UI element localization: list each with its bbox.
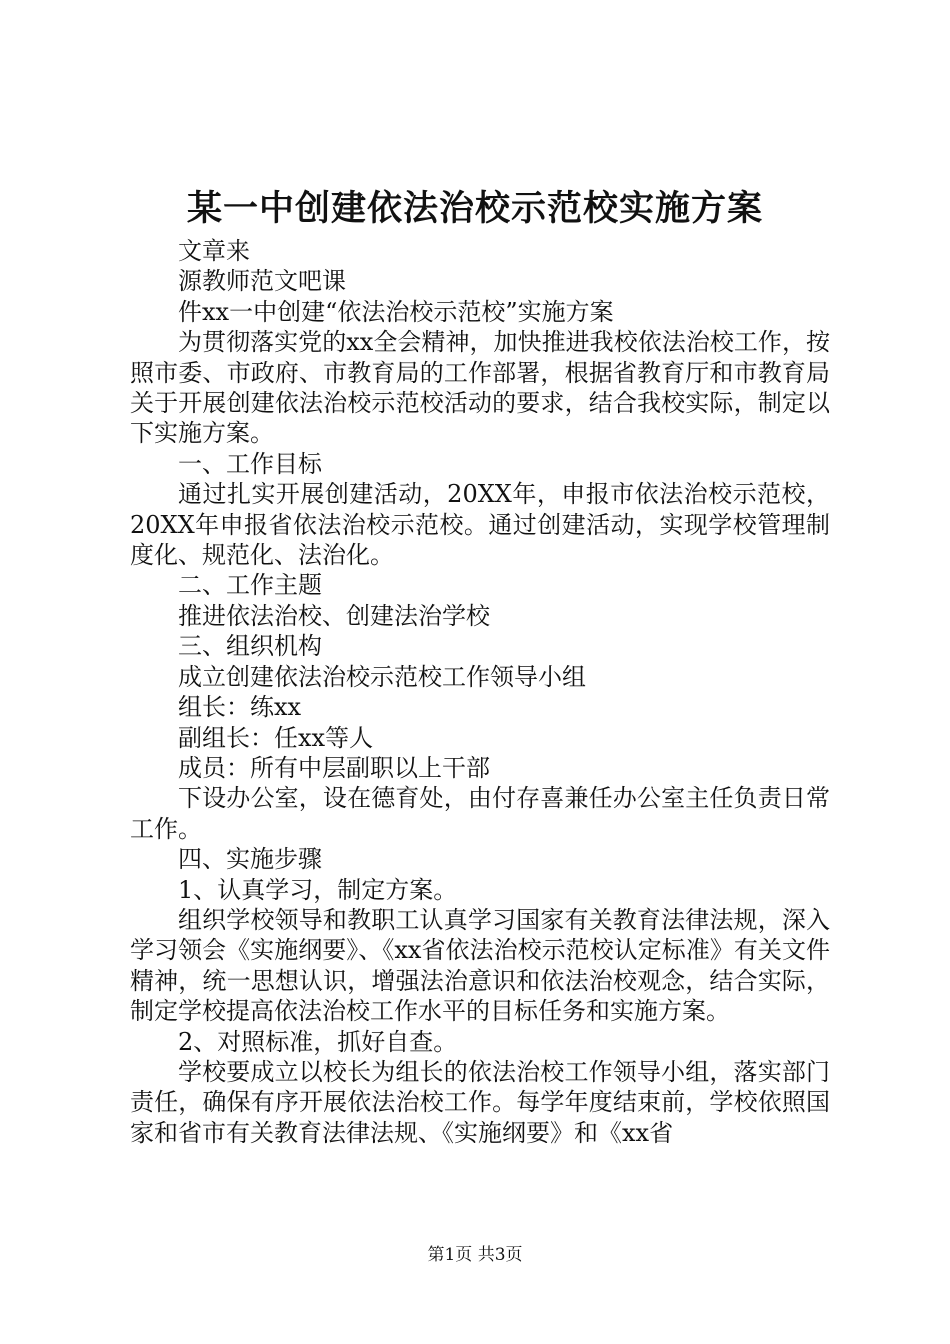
paragraph: 件xx一中创建“依法治校示范校”实施方案	[178, 297, 614, 326]
paragraph: 成员：所有中层副职以上干部	[178, 753, 490, 782]
paragraph: 组长：练xx	[178, 693, 302, 722]
paragraph: 成立创建依法治校示范校工作领导小组	[178, 662, 586, 691]
section-heading: 二、工作主题	[178, 571, 322, 600]
document-body	[130, 236, 830, 1148]
paragraph: 学校要成立以校长为组长的依法治校工作领导小组，落实部门责任，确保有序开展依法治校工作。每学年度结束前，学校依照国家和省市有关教育法律法规、《实施纲要》和《xx省	[130, 1057, 830, 1147]
section-heading: 一、工作目标	[178, 449, 322, 478]
paragraph: 副组长：任xx等人	[178, 723, 374, 752]
paragraph: 组织学校领导和教职工认真学习国家有关教育法律法规，深入学习领会《实施纲要》、《xx省依法治校示范校认定标准》有关文件精神，统一思想认识，增强法治意识和依法治校观念，结合实际，制定学校提高依法治校工作水平的目标任务和实施方案。	[130, 905, 830, 1026]
page-footer: 第1页 共3页	[427, 1245, 523, 1265]
document-title: 某一中创建依法治校示范校实施方案	[186, 188, 763, 229]
paragraph: 推进依法治校、创建法治学校	[178, 601, 490, 630]
paragraph: 下设办公室，设在德育处，由付存喜兼任办公室主任负责日常工作。	[130, 784, 830, 843]
paragraph: 为贯彻落实党的xx全会精神，加快推进我校依法治校工作，按照市委、市政府、市教育局的工作部署，根据省教育厅和市教育局关于开展创建依法治校示范校活动的要求，结合我校实际，制定以下实施方案。	[130, 328, 830, 448]
paragraph: 2、对照标准，抓好自查。	[178, 1027, 458, 1056]
section-heading: 四、实施步骤	[178, 845, 322, 874]
paragraph: 源教师范文吧课	[178, 267, 346, 296]
paragraph: 1、认真学习，制定方案。	[178, 875, 458, 904]
section-heading: 三、组织机构	[178, 632, 322, 661]
paragraph: 文章来	[178, 237, 250, 265]
paragraph: 通过扎实开展创建活动，20XX年，申报市依法治校示范校，20XX年申报省依法治校示范校。通过创建活动，实现学校管理制度化、规范化、法治化。	[130, 480, 830, 570]
